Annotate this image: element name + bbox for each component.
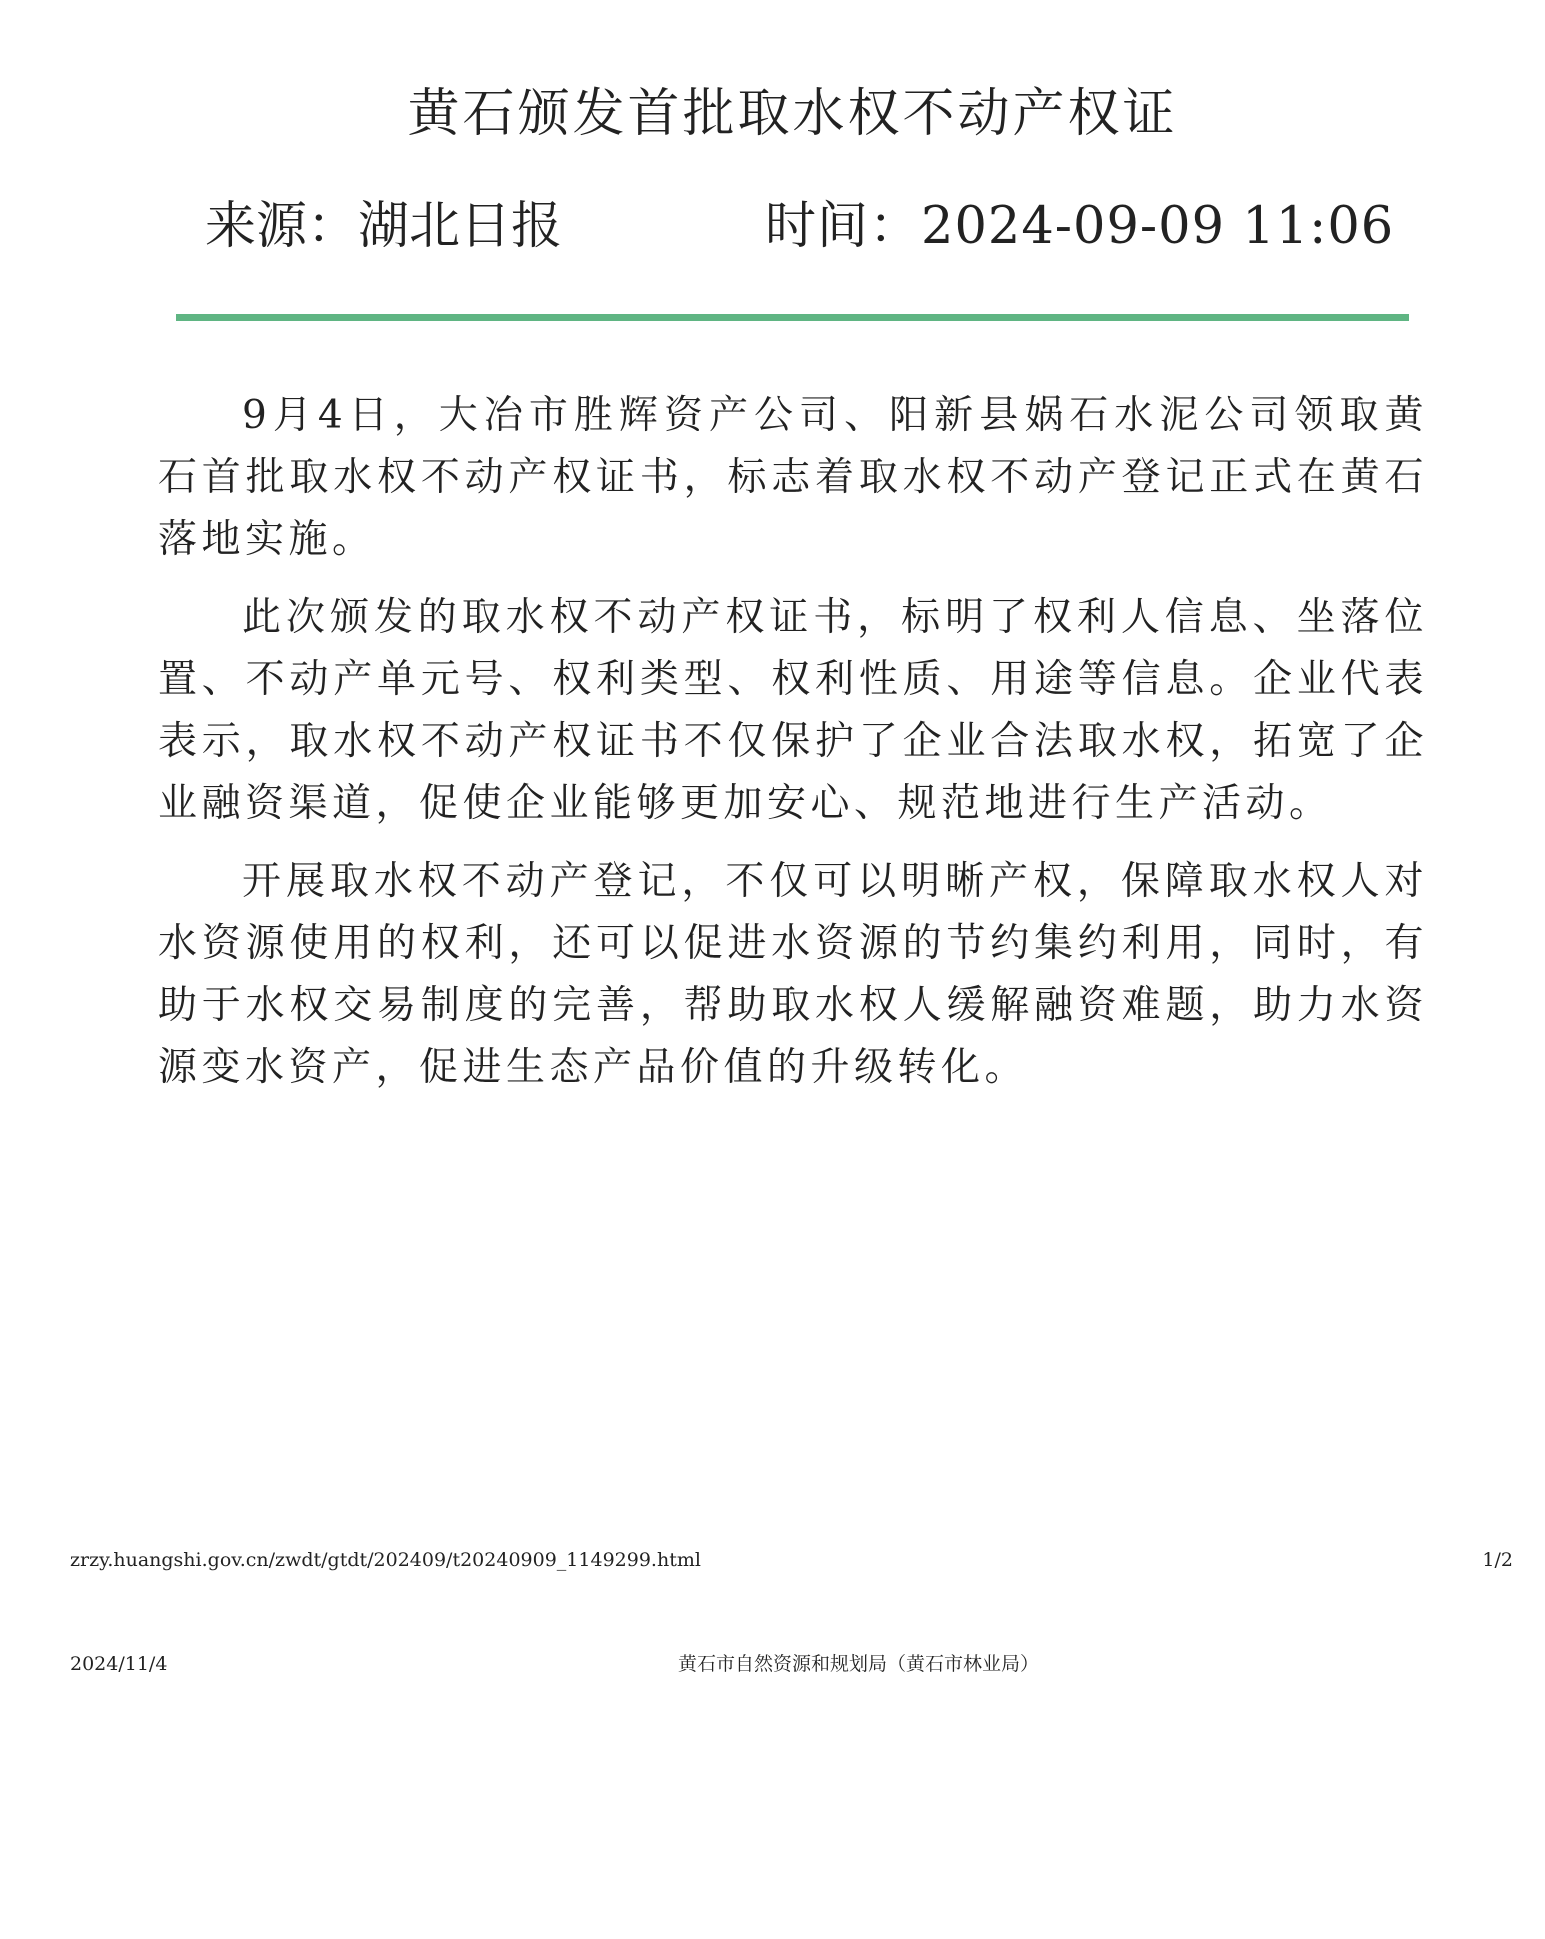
- article-body: [158, 385, 1428, 1115]
- page-url: zrzy.huangshi.gov.cn/zwdt/gtdt/202409/t20240909_1149299.html: [70, 1549, 701, 1571]
- print-date: 2024/11/4: [70, 1653, 168, 1675]
- article-title: 黄石颁发首批取水权不动产权证: [407, 84, 1178, 144]
- page-number: 1/2: [1482, 1549, 1513, 1571]
- paragraph-2: 此次颁发的取水权不动产权证书，标明了权利人信息、坐落位置、不动产单元号、权利类型、权利性质、用途等信息。企业代表表示，取水权不动产权证书不仅保护了企业合法取水权，拓宽了企业融资渠道，促使企业能够更加安心、规范地进行生产活动。: [158, 595, 1428, 826]
- paragraph-1: 9月4日，大冶市胜辉资产公司、阳新县娲石水泥公司领取黄石首批取水权不动产权证书，标志着取水权不动产登记正式在黄石落地实施。: [158, 393, 1428, 562]
- article-time: 时间：2024-09-09 11:06: [765, 197, 1395, 256]
- article-source: 来源：湖北日报: [205, 197, 563, 256]
- site-organization: 黄石市自然资源和规划局（黄石市林业局）: [678, 1653, 1040, 1675]
- paragraph-3: 开展取水权不动产登记，不仅可以明晰产权，保障取水权人对水资源使用的权利，还可以促进水资源的节约集约利用，同时，有助于水权交易制度的完善，帮助取水权人缓解融资难题，助力水资源变水资产，促进生态产品价值的升级转化。: [158, 859, 1428, 1090]
- title-divider: [176, 314, 1409, 321]
